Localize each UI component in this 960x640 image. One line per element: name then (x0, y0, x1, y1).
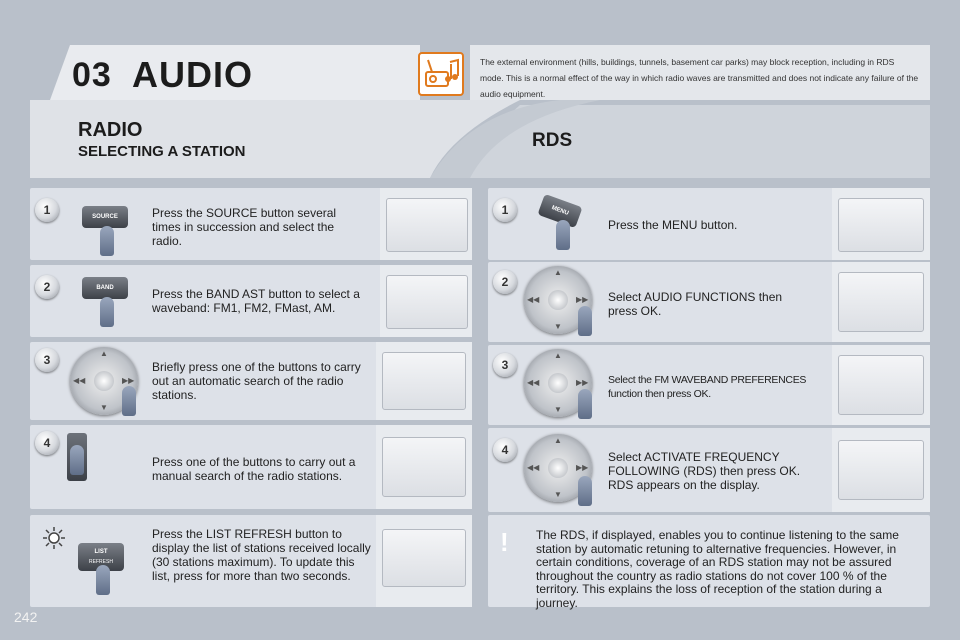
step-number-badge: 1 (493, 198, 517, 222)
navigation-joystick-image: ▲ ▼ ◀◀ ▶▶ (524, 266, 592, 334)
radio-unit-image (838, 198, 924, 252)
radio-panel-thumbnail (376, 342, 472, 420)
navigation-joystick-image: ▲ ▼ ◀◀ ▶▶ (524, 349, 592, 417)
radio-step-1-text: Press the SOURCE button several times in succession and select the radio. (152, 206, 337, 248)
menu-button-image: MENU (537, 194, 582, 228)
step-number-badge: 2 (35, 275, 59, 299)
source-button-image: SOURCE (82, 206, 128, 228)
finger-press-icon (578, 476, 592, 506)
radio-unit-image (382, 437, 466, 497)
list-refresh-tip-text: Press the LIST REFRESH button to display the list of stations received locally (30 stations maximum). To update this list, press for more than two seconds. (152, 527, 371, 583)
page-title: AUDIO (132, 54, 253, 95)
radio-unit-image (838, 355, 924, 415)
step-number-badge: 4 (493, 438, 517, 462)
tip-sun-icon (43, 527, 65, 549)
finger-press-icon (100, 297, 114, 327)
step-number-badge: 1 (35, 198, 59, 222)
finger-press-icon (578, 389, 592, 419)
rds-panel-thumbnail (832, 188, 930, 260)
rds-step-4-text: Select ACTIVATE FREQUENCY FOLLOWING (RDS) then press OK. RDS appears on the display. (608, 450, 801, 492)
rds-panel-thumbnail (832, 345, 930, 425)
radio-step-3-panel (30, 342, 472, 420)
rds-panel-thumbnail (832, 428, 930, 512)
radio-unit-image (838, 440, 924, 500)
warning-exclamation-icon: ! (500, 527, 509, 557)
radio-step-2-text: Press the BAND AST button to select a waveband: FM1, FM2, FMast, AM. (152, 287, 360, 315)
radio-panel-thumbnail (380, 265, 472, 337)
radio-step-4-panel (30, 425, 472, 509)
radio-step-2-panel (30, 265, 472, 337)
finger-press-icon (100, 226, 114, 256)
step-number-badge: 4 (35, 431, 59, 455)
rds-step-2-text: Select AUDIO FUNCTIONS then press OK. (608, 290, 783, 318)
step-number-badge: 3 (35, 348, 59, 372)
finger-press-icon (122, 386, 136, 416)
finger-press-icon (578, 306, 592, 336)
radio-panel-thumbnail (380, 188, 472, 260)
selecting-station-heading: SELECTING A STATION (78, 143, 246, 160)
list-button-label: LIST (94, 549, 108, 555)
radio-step-1-panel (30, 188, 472, 260)
radio-unit-image (382, 352, 466, 410)
navigation-joystick-image: ▲ ▼ ◀◀ ▶▶ (70, 347, 138, 415)
step-number-badge: 2 (493, 270, 517, 294)
radio-unit-image (382, 529, 466, 587)
radio-unit-image (386, 275, 468, 329)
rds-step-1-text: Press the MENU button. (608, 218, 738, 232)
finger-press-icon (70, 445, 84, 475)
refresh-button-label: REFRESH (89, 559, 113, 565)
radio-step-4-text: Press one of the buttons to carry out a manual search of the radio stations. (152, 455, 356, 483)
rds-heading: RDS (532, 130, 573, 151)
rds-step-3-text: Select the FM WAVEBAND PREFERENCES function then press OK. (608, 374, 807, 400)
page-number: 242 (14, 609, 38, 625)
rds-panel-thumbnail (832, 262, 930, 342)
finger-press-icon (556, 220, 570, 250)
rds-note-panel (488, 515, 930, 610)
navigation-joystick-image: ▲ ▼ ◀◀ ▶▶ (524, 434, 592, 502)
rds-step-1-panel (488, 188, 930, 260)
radio-heading: RADIO (78, 119, 143, 141)
radio-unit-image (838, 272, 924, 332)
radio-music-icon (418, 52, 464, 96)
rds-step-4-panel (488, 428, 930, 512)
finger-press-icon (96, 565, 110, 595)
rds-note-text: The RDS, if displayed, enables you to continue listening to the same station by automatic retuning to alternative frequencies. However, in certain conditions, coverage of an RDS station may not be assured throughout the country as radio stations do not cover 100 % of the territory. This explains the loss of reception of the station during a journey. (536, 528, 899, 610)
chapter-number: 03 (72, 56, 112, 94)
radio-step-3-text: Briefly press one of the buttons to carry out an automatic search of the radio stations. (152, 360, 361, 402)
band-button-image: BAND (82, 277, 128, 299)
list-refresh-tip-panel (30, 515, 472, 607)
radio-panel-thumbnail (376, 515, 472, 607)
reception-intro-text: The external environment (hills, buildings, tunnels, basement car parks) may block reception, including in RDS mode. This is a normal effect of the way in which radio waves are transmitted and does not indicate any failure of the audio equipment. (480, 57, 919, 99)
rds-step-2-panel (488, 262, 930, 342)
radio-panel-thumbnail (376, 425, 472, 509)
radio-unit-image (386, 198, 468, 252)
rds-step-3-panel (488, 345, 930, 425)
step-number-badge: 3 (493, 353, 517, 377)
